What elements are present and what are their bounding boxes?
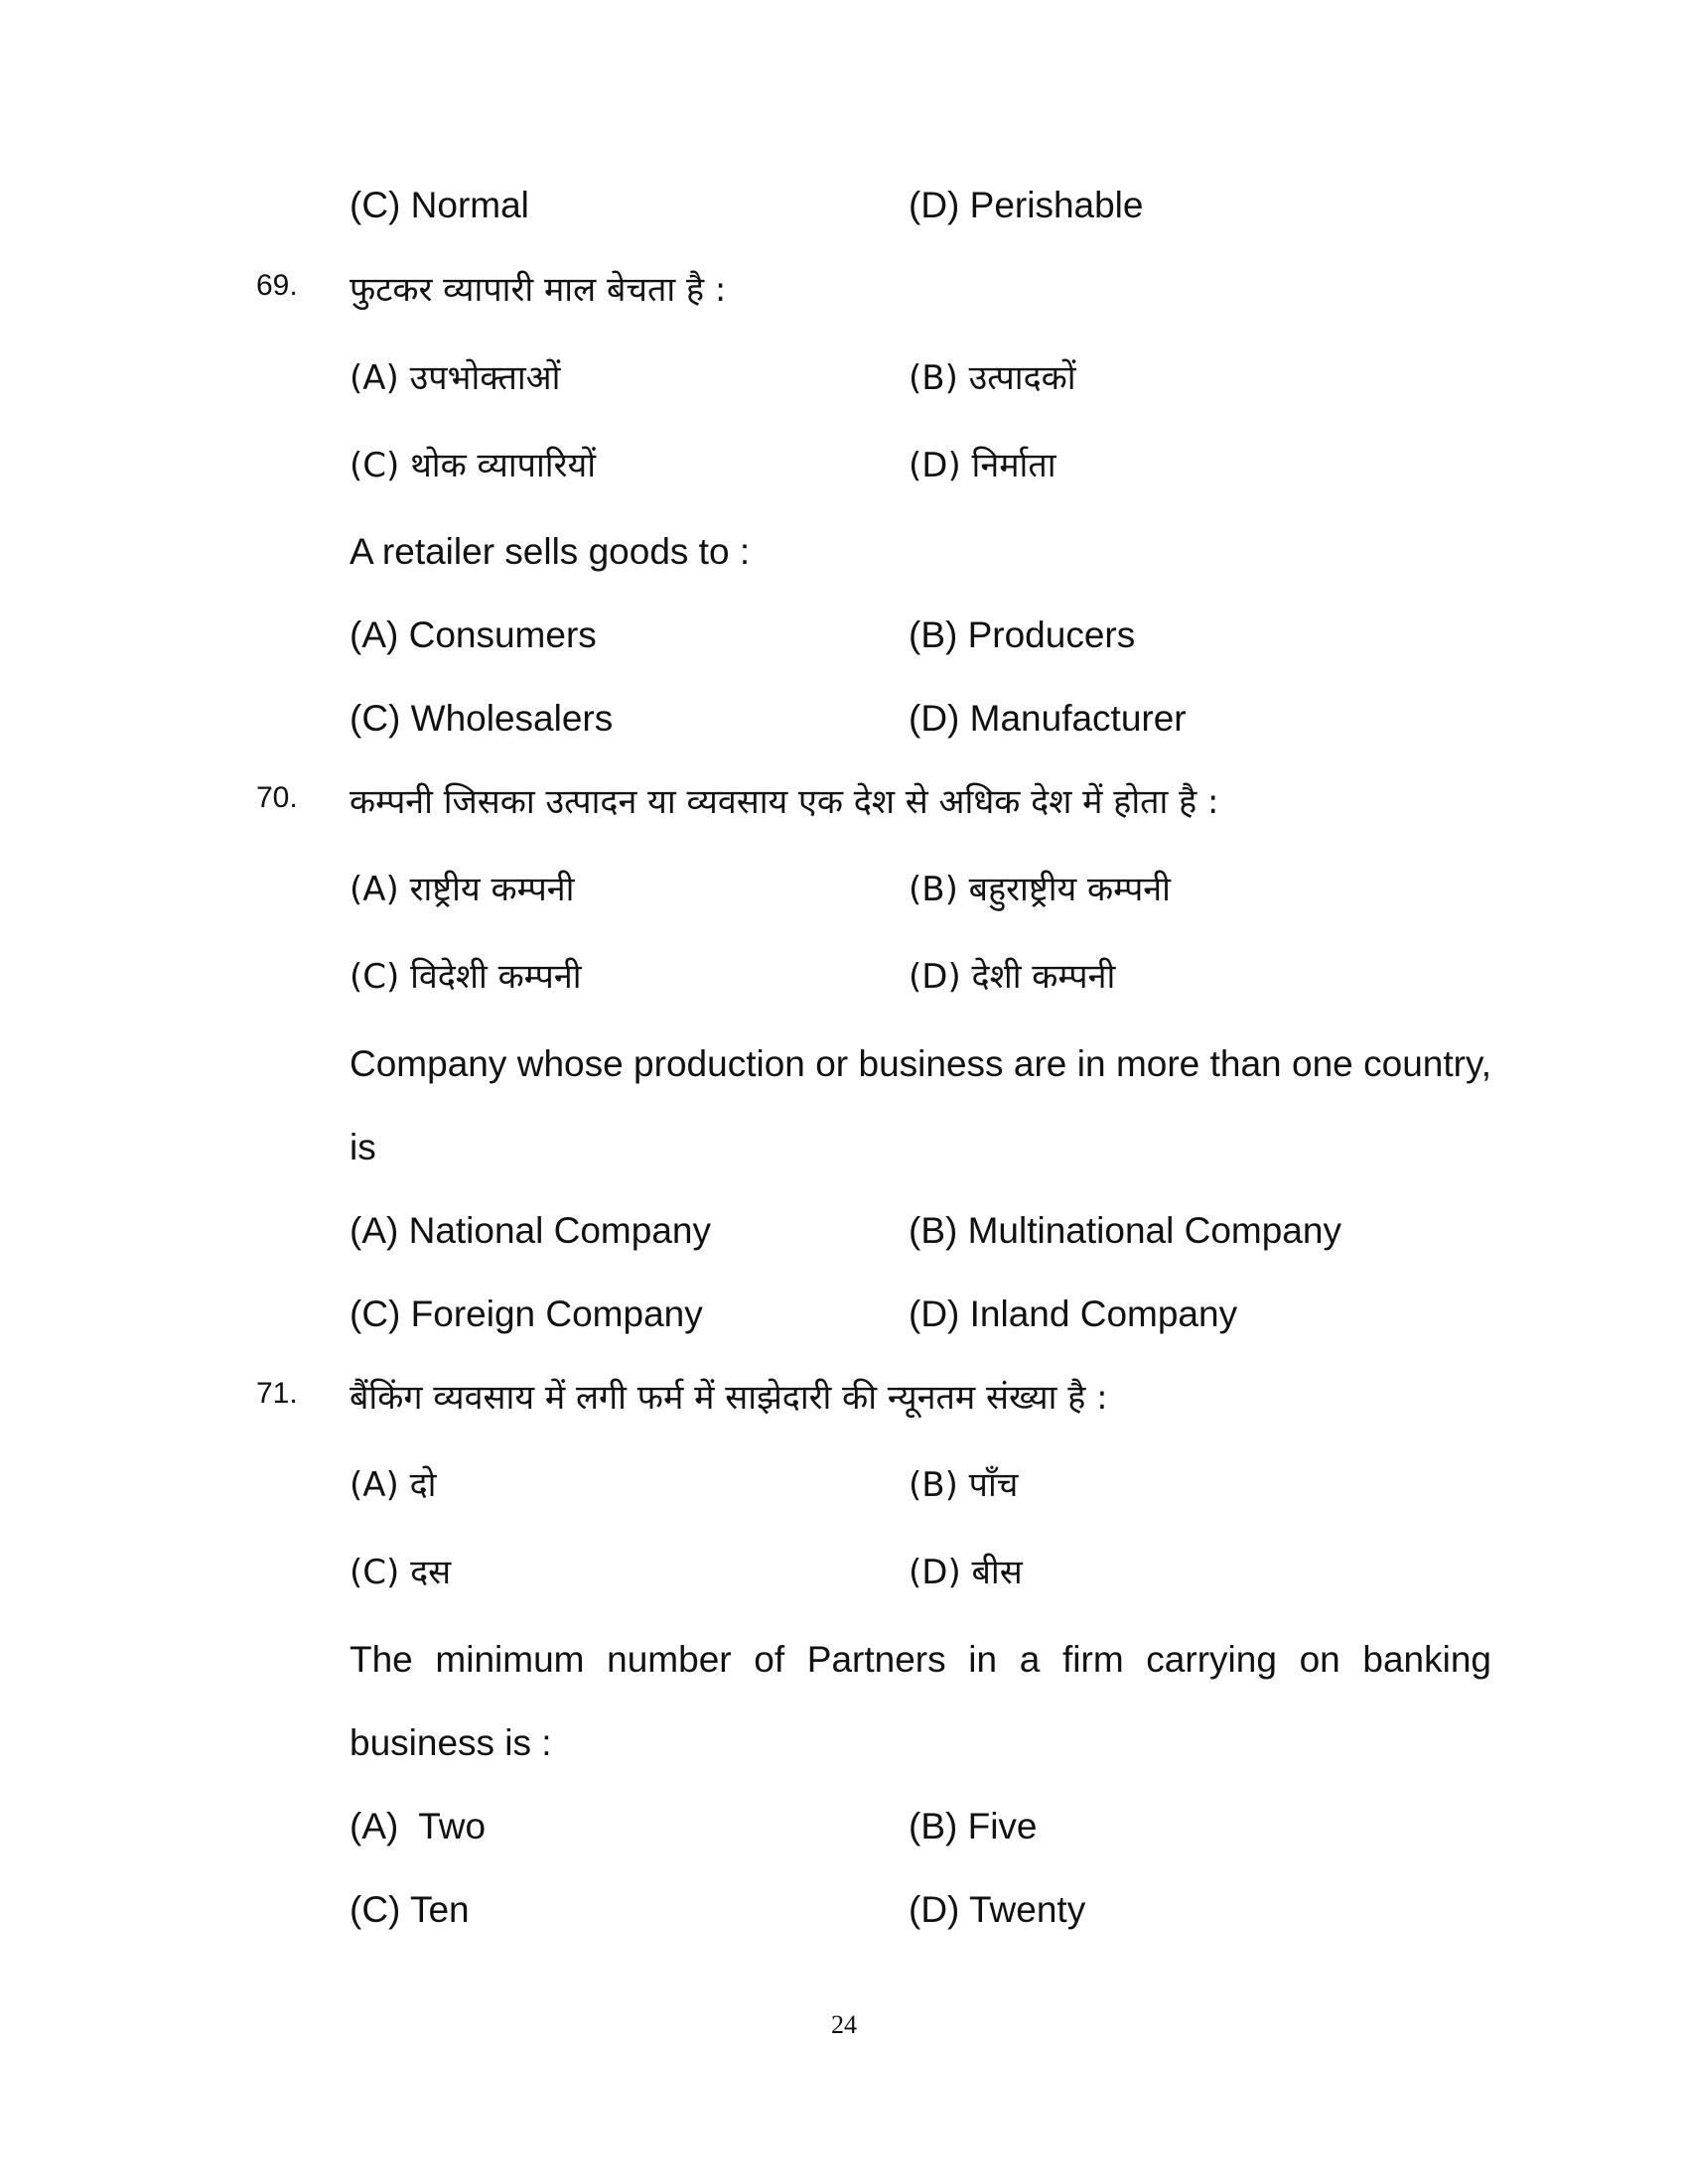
question-69-hindi: [0, 248, 1688, 332]
option-text: (B) उत्पादकों: [909, 358, 1076, 398]
option-d: (D) Perishable: [909, 185, 1144, 225]
option-c-hindi: (C) विदेशी कम्पनी: [350, 957, 582, 997]
option-a-hindi: (A) राष्ट्रीय कम्पनी: [350, 870, 575, 909]
options-row: [0, 935, 1688, 1019]
options-row: [0, 1785, 1688, 1868]
question-text-hindi: बैंकिंग व्यवसाय में लगी फर्म में साझेदारी की न्यूनतम संख्या है :: [350, 1378, 1108, 1418]
options-row: [0, 848, 1688, 931]
options-row: [0, 594, 1688, 677]
option-b-english: (B) Producers: [909, 614, 1136, 655]
option-text: (C) थोक व्यापारियों: [350, 446, 597, 485]
option-a-hindi: (A) दो: [350, 1465, 437, 1505]
options-row: [0, 423, 1688, 506]
option-d-english: (D) Inland Company: [909, 1294, 1238, 1334]
options-row: [0, 1531, 1688, 1614]
question-text-english: A retailer sells goods to :: [350, 531, 751, 572]
option-c: (C) Normal: [350, 185, 529, 225]
option-d-english: (D) Twenty: [909, 1889, 1086, 1930]
option-c-hindi: [350, 423, 596, 507]
question-text-hindi: कम्पनी जिसका उत्पादन या व्यवसाय एक देश से अधिक देश में होता है :: [350, 782, 1219, 822]
option-b-english: (B) Five: [909, 1806, 1038, 1846]
option-a-english: (A) Two: [350, 1806, 487, 1846]
option-d-hindi: (D) बीस: [909, 1553, 1023, 1592]
option-a-english: (A) Consumers: [350, 614, 597, 655]
question-number: 70.: [256, 781, 298, 814]
option-d-english: (D) Manufacturer: [909, 698, 1187, 739]
option-c-english: (C) Ten: [350, 1889, 470, 1930]
option-text: (A) उपभोक्ताओं: [350, 358, 561, 398]
option-a-hindi: [350, 336, 560, 420]
option-b-hindi: (B) बहुराष्ट्रीय कम्पनी: [909, 870, 1171, 909]
carryover-row: [0, 164, 1688, 247]
question-70-hindi: [0, 760, 1688, 844]
question-70-english-cont: [0, 1106, 1688, 1189]
option-b-english: (B) Multinational Company: [909, 1210, 1341, 1251]
page-number: 24: [831, 2010, 857, 2039]
question-number: 69.: [256, 269, 298, 302]
question-number: 71.: [256, 1377, 298, 1410]
question-70-english: [0, 1023, 1688, 1106]
option-text: (D) निर्माता: [909, 446, 1056, 485]
options-row: [0, 1443, 1688, 1527]
option-b-hindi: [909, 336, 1076, 420]
option-c-english: (C) Foreign Company: [350, 1294, 703, 1334]
question-text-english: The minimum number of Partners in a firm carrying on banking: [350, 1639, 1491, 1680]
option-c-english: (C) Wholesalers: [350, 698, 614, 739]
question-71-hindi: [0, 1356, 1688, 1439]
options-row: [0, 677, 1688, 760]
option-b-hindi: (B) पाँच: [909, 1465, 1019, 1505]
options-row: [0, 1273, 1688, 1356]
question-text-hindi: फुटकर व्यापारी माल बेचता है :: [350, 270, 727, 310]
question-text-english-continued: business is :: [350, 1722, 552, 1763]
question-71-english-cont: [0, 1702, 1688, 1785]
question-text-english-continued: is: [350, 1127, 376, 1167]
options-row: [0, 1189, 1688, 1273]
question-69-english: [0, 510, 1688, 594]
question-71-english: [0, 1618, 1688, 1702]
option-d-hindi: (D) देशी कम्पनी: [909, 957, 1116, 997]
option-a-english: (A) National Company: [350, 1210, 711, 1251]
option-c-hindi: (C) दस: [350, 1553, 452, 1592]
options-row: [0, 336, 1688, 419]
options-row: [0, 1868, 1688, 1952]
option-d-hindi: [909, 423, 1056, 507]
question-text-english: Company whose production or business are in more than one country,: [350, 1043, 1491, 1084]
